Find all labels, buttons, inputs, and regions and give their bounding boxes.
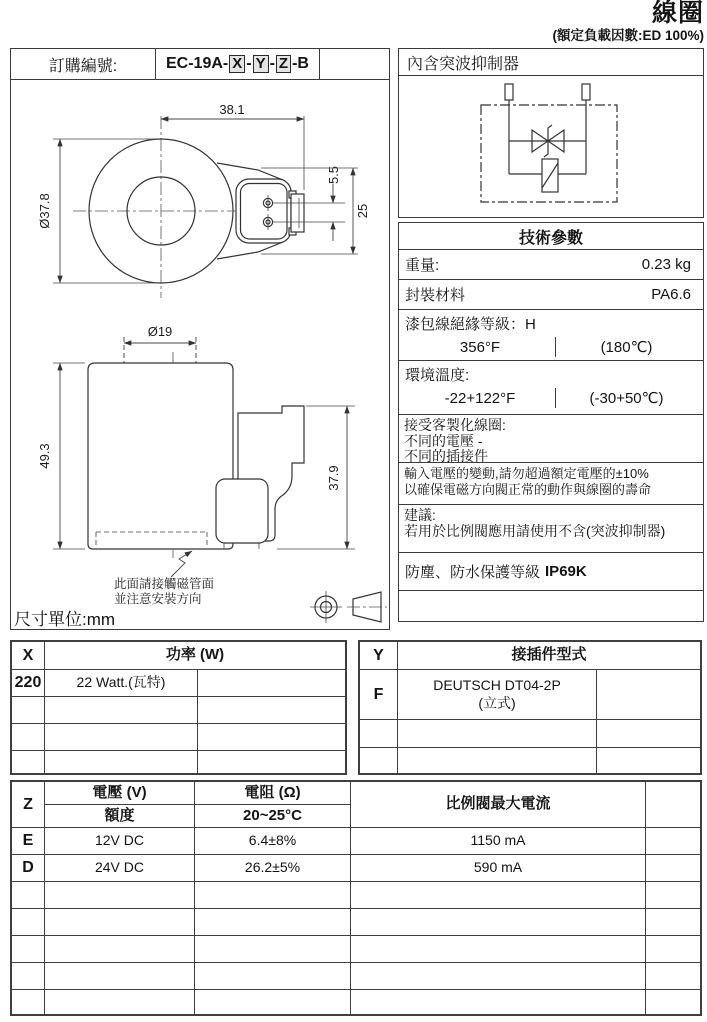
first-angle-projection-icon (347, 592, 387, 622)
empty-cell (597, 670, 700, 720)
insulation-fahrenheit: 356°F (459, 338, 501, 356)
voltage-subheader: 額度 (45, 805, 195, 828)
surge-title: 內含突波抑制器 (399, 49, 703, 76)
empty-cell (198, 697, 345, 724)
material-label: 封裝材料 (405, 287, 466, 304)
dimension-inner-dia (124, 324, 196, 343)
title-block (552, 0, 704, 43)
z-row-current: 590 mA (351, 855, 646, 882)
connector-value (398, 670, 597, 720)
dimension-top-width (161, 102, 304, 190)
empty-cell (646, 990, 700, 1014)
custom-line2: 不同的電壓 - (404, 432, 483, 449)
tech-row-customization (399, 414, 703, 462)
custom-line1: 接受客製化線圈: (404, 417, 506, 433)
z-row-code: D (12, 855, 45, 882)
tech-row-voltage-note (399, 462, 703, 504)
order-code-x: X (229, 55, 245, 73)
tech-row-material (399, 279, 703, 309)
terminal-1 (505, 84, 513, 100)
z-row-current: 1150 mA (351, 828, 646, 855)
connector-top-view (236, 179, 304, 243)
voltage-note-line1: 輸入電壓的變動,請勿超過額定電壓的±10% (404, 466, 649, 481)
empty-cell (12, 882, 45, 909)
y-table-key: Y (360, 642, 398, 670)
terminal-2 (582, 84, 590, 100)
mounting-note-line2: 並注意安裝方向 (114, 592, 202, 606)
order-code-prefix: EC-19A- (166, 55, 229, 72)
empty-cell (646, 882, 700, 909)
voltage-header: 電壓 (V) (45, 782, 195, 805)
insulation-label: 漆包線絕緣等級：H (405, 316, 536, 333)
order-code-y: Y (253, 55, 269, 73)
power-code: 220 (12, 670, 45, 697)
order-code-suffix: -B (292, 55, 309, 72)
current-header: 比例閥最大電流 (351, 782, 646, 828)
power-option-table (10, 640, 347, 775)
order-number-label: 訂購編號: (11, 49, 156, 79)
empty-cell (646, 963, 700, 990)
material-value: PA6.6 (651, 286, 691, 303)
page-title: 線圈 (651, 0, 704, 27)
connector-header: 接插件型式 (398, 642, 700, 670)
empty-cell (351, 990, 646, 1014)
voltage-option-table (10, 780, 702, 1016)
empty-cell (45, 909, 195, 936)
empty-cell (45, 936, 195, 963)
empty-cell (646, 936, 700, 963)
weight-value: 0.23 kg (641, 256, 691, 273)
tech-row-protection (399, 552, 703, 590)
empty-cell (45, 990, 195, 1014)
note-leader-arrow (171, 551, 192, 577)
empty-cell (45, 724, 198, 751)
empty-cell (646, 828, 700, 855)
connector-value-line1: DEUTSCH DT04-2P (433, 677, 561, 693)
connector-value-line2: (立式) (478, 694, 516, 711)
x-table-key: X (12, 642, 45, 670)
page-subtitle: (額定負載因數:ED 100%) (552, 27, 704, 43)
empty-cell (195, 882, 351, 909)
protection-rating: IP69K (545, 563, 587, 580)
empty-cell (45, 963, 195, 990)
empty-cell (351, 909, 646, 936)
tech-params-panel (398, 222, 704, 622)
dimension-body-height (37, 363, 85, 549)
empty-cell (198, 751, 345, 773)
surge-suppressor-panel (398, 48, 704, 218)
protection-label: 防塵、防水保護等級 (405, 564, 541, 581)
tech-row-weight (399, 249, 703, 279)
suggestion-line2: 若用於比例閥應用請使用不含(突波抑制器) (404, 522, 666, 539)
connector-option-table (358, 640, 702, 775)
resistance-header: 電阻 (Ω) (195, 782, 351, 805)
empty-cell (398, 748, 597, 773)
empty-cell (597, 720, 700, 748)
weight-label: 重量: (405, 257, 440, 274)
empty-cell (45, 697, 198, 724)
dim-label-37-8: Ø37.8 (37, 193, 52, 229)
empty-cell (198, 670, 345, 697)
ambient-label: 環境溫度: (405, 367, 470, 384)
empty-cell (45, 882, 195, 909)
empty-cell (646, 909, 700, 936)
empty-cell (360, 720, 398, 748)
insulation-celsius: (180℃) (600, 339, 653, 356)
empty-cell (12, 697, 45, 724)
empty-cell (646, 782, 700, 828)
empty-cell (351, 963, 646, 990)
top-view (37, 102, 370, 298)
empty-cell (320, 49, 389, 79)
dim-label-37-9: 37.9 (326, 465, 341, 491)
empty-cell (360, 748, 398, 773)
empty-cell (195, 936, 351, 963)
tech-row-insulation (399, 309, 703, 360)
dim-label-5-5: 5.5 (326, 165, 341, 185)
empty-cell (195, 909, 351, 936)
empty-cell (12, 990, 45, 1014)
order-code-sep2: - (269, 55, 275, 72)
empty-cell (198, 724, 345, 751)
dim-label-38-1: 38.1 (219, 102, 245, 117)
z-row-voltage: 24V DC (45, 855, 195, 882)
custom-line3: 不同的插接件 (404, 448, 488, 464)
tech-row-suggestion (399, 504, 703, 552)
tech-row-ambient (399, 360, 703, 414)
tech-title: 技術參數 (518, 229, 583, 247)
order-number-row (11, 49, 389, 80)
order-number-code (156, 49, 320, 79)
empty-row (399, 590, 703, 621)
z-row-code: E (12, 828, 45, 855)
empty-cell (398, 720, 597, 748)
voltage-note-line2: 以確保電磁方向閥正常的動作與線圈的壽命 (404, 481, 652, 497)
coil-symbol (542, 159, 558, 192)
empty-cell (597, 748, 700, 773)
dim-label-25: 25 (355, 203, 370, 219)
empty-cell (12, 936, 45, 963)
drawing-svg (11, 80, 388, 628)
z-row-resistance: 26.2±5% (195, 855, 351, 882)
mounting-note-line1: 此面請接觸磁管面 (114, 577, 215, 591)
empty-cell (12, 724, 45, 751)
power-value: 22 Watt.(瓦特) (45, 670, 198, 697)
technical-drawing (11, 80, 388, 628)
empty-cell (12, 751, 45, 773)
empty-cell (45, 751, 198, 773)
resistance-subheader: 20~25°C (195, 805, 351, 828)
empty-cell (646, 855, 700, 882)
connector-code: F (360, 670, 398, 720)
z-row-resistance: 6.4±8% (195, 828, 351, 855)
ambient-fahrenheit: -22+122°F (444, 389, 516, 407)
ambient-celsius: (-30+50℃) (589, 390, 664, 407)
empty-cell (195, 990, 351, 1014)
surge-circuit-diagram (399, 76, 703, 217)
empty-cell (12, 963, 45, 990)
dim-label-19: Ø19 (147, 324, 173, 339)
empty-cell (351, 882, 646, 909)
z-table-key: Z (12, 782, 45, 828)
side-view (37, 324, 355, 606)
dimension-unit-label: 尺寸單位:mm (14, 610, 116, 628)
drawing-panel (10, 48, 390, 630)
order-code-sep1: - (246, 55, 252, 72)
dim-label-49-3: 49.3 (37, 443, 52, 469)
suggestion-line1: 建議: (404, 507, 436, 523)
datum-target-icon (310, 591, 342, 623)
empty-cell (195, 963, 351, 990)
order-code-z: Z (276, 55, 291, 73)
empty-cell (351, 936, 646, 963)
power-header: 功率 (W) (45, 642, 345, 670)
z-row-voltage: 12V DC (45, 828, 195, 855)
empty-cell (12, 909, 45, 936)
